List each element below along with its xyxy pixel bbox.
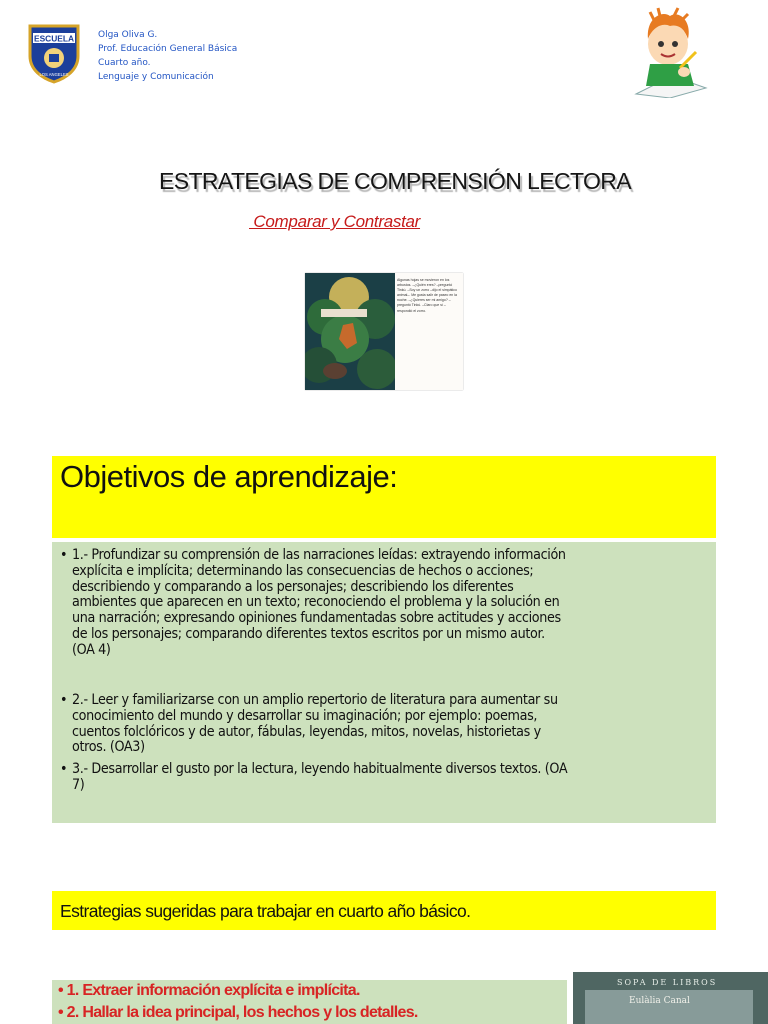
book-author: Eulàlia Canal xyxy=(629,996,690,1006)
badge-title: ESCUELA xyxy=(33,33,75,44)
bullet: • xyxy=(60,761,68,777)
teacher-name: Olga Oliva G. xyxy=(98,30,158,40)
bullet: • xyxy=(60,692,68,708)
page-subtitle: Comparar y Contrastar xyxy=(249,212,421,231)
objective-item xyxy=(60,548,710,659)
objective-line: (OA 4) xyxy=(72,641,111,658)
objective-line: 7) xyxy=(72,776,85,793)
objective-line: una narración; expresando opiniones fundamentadas sobre actitudes y acciones xyxy=(72,610,561,627)
teacher-role: Prof. Educación General Básica xyxy=(98,44,238,54)
strategy-item: • 1. Extraer información explícita e implícita. xyxy=(58,982,360,999)
grade-level: Cuarto año. xyxy=(98,58,151,68)
storybook-spread-image xyxy=(305,273,463,390)
kid-writing-illustration xyxy=(628,6,708,98)
objective-line: otros. (OA3) xyxy=(72,739,145,756)
book-series: SOPA DE LIBROS xyxy=(617,978,718,987)
objective-line: 3.- Desarrollar el gusto por la lectura, leyendo habitualmente diversos textos. (OA xyxy=(72,761,568,777)
strategy-item: • 2. Hallar la idea principal, los hechos y los detalles. xyxy=(58,1004,418,1021)
objective-item xyxy=(60,762,710,794)
school-badge-logo xyxy=(28,24,80,84)
objective-line: 1.- Profundizar su comprensión de las narraciones leídas: extrayendo información xyxy=(72,547,566,563)
objective-line: cuentos folclóricos y de autor, fábulas, leyendas, mitos, novelas, historietas y xyxy=(72,723,541,740)
objective-line: describiendo y comparando a los personajes; describiendo los diferentes xyxy=(72,578,514,595)
strategies-heading: Estrategias sugeridas para trabajar en cuarto año básico. xyxy=(60,901,471,921)
objective-line: ambientes que aparecen en un texto; reconociendo el problema y la solución en xyxy=(72,594,560,611)
objectives-heading: Objetivos de aprendizaje: xyxy=(60,459,398,494)
objective-line: de los personajes; comparando diferentes textos escritos por un mismo autor. xyxy=(72,625,545,642)
page-title: ESTRATEGIAS DE COMPRENSIÓN LECTORA xyxy=(158,168,632,194)
bullet: • xyxy=(60,547,68,563)
storybook-text: Algunas hojas se movieron en los arbustos. –¿Quién eres? –preguntó Tinkú. –Soy un zorro –dijo el simpático animal–. Me gusta salir de paseo en la noche. –¿Quieres ser mi amigo? –preguntó Tinkú. –Claro que sí –respondió el zorro. xyxy=(397,278,457,313)
badge-subtitle: LOS ANGELES xyxy=(39,72,69,77)
objectives-list xyxy=(52,542,716,823)
strategies-list xyxy=(52,980,567,1024)
objective-item xyxy=(60,693,710,756)
objectives-heading-bar xyxy=(52,456,716,538)
objective-line: conocimiento del mundo y desarrollar su imaginación; por ejemplo: poemas, xyxy=(72,707,538,724)
book-cover-image xyxy=(573,972,768,1024)
teacher-info xyxy=(98,28,237,84)
strategies-heading-bar xyxy=(52,891,716,930)
objective-line: 2.- Leer y familiarizarse con un amplio repertorio de literatura para aumentar su xyxy=(72,692,558,708)
objective-line: explícita e implícita; determinando las consecuencias de hechos o acciones; xyxy=(72,562,534,579)
forest-fox-illustration xyxy=(305,273,395,390)
subject: Lenguaje y Comunicación xyxy=(98,72,214,82)
